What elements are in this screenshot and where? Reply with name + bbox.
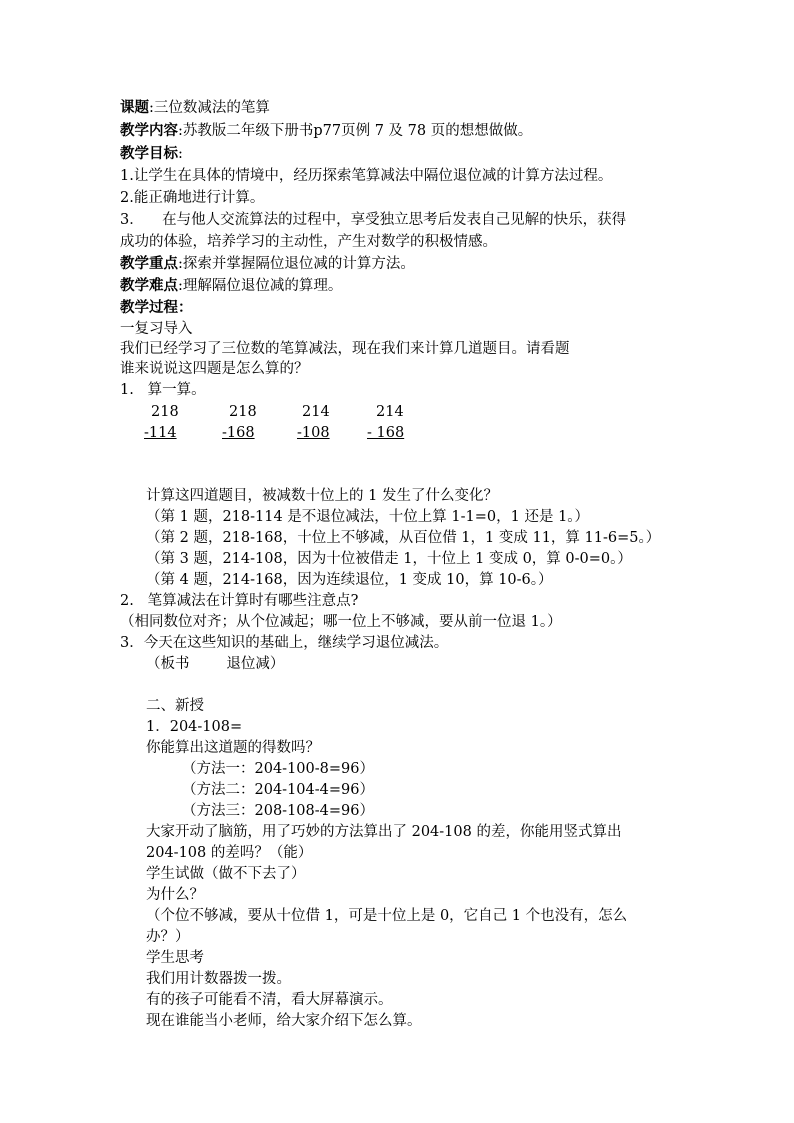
review-heading: 一复习导入 [120, 321, 193, 337]
problem-1-bottom: -114 [144, 425, 177, 441]
new-problem-1: 1．204-108= [146, 719, 243, 735]
difficulty-line [120, 276, 342, 296]
objective-1: 1.让学生在具体的情境中，经历探索笔算减法中隔位退位减的计算方法过程。 [120, 168, 613, 184]
step-2: 2. 笔算减法在计算时有哪些注意点? [120, 593, 359, 609]
step-3: 3．今天在这些知识的基础上，继续学习退位减法。 [120, 635, 449, 651]
problem-2-top: 218 [229, 404, 257, 420]
lesson-content-line [120, 121, 532, 141]
objective-3b: 成功的体验，培养学习的主动性，产生对数学的积极情感。 [120, 234, 497, 250]
teacher-line: 现在谁能当小老师，给大家介绍下怎么算。 [146, 1013, 422, 1029]
review-intro-1: 我们已经学习了三位数的笔算减法，现在我们来计算几道题目。请看题 [120, 341, 570, 357]
step-1: 1. 算一算。 [120, 382, 206, 398]
key-value: :探索并掌握隔位退位减的计算方法。 [178, 256, 415, 272]
title-value: :三位数减法的笔算 [149, 100, 270, 116]
content-label: 教学内容 [120, 122, 178, 139]
answer-2: （第 2 题，218-168，十位上不够减，从百位借 1，1 变成 11，算 11-6=5。） [146, 530, 661, 546]
problem-2-bottom: -168 [222, 425, 255, 441]
method-3: （方法三：208-108-4=96） [182, 803, 374, 819]
objectives-label: 教学目标 [120, 145, 178, 162]
problem-3-top: 214 [302, 404, 330, 420]
why-answer-b: 办？） [146, 929, 190, 945]
step-2-answer: （相同数位对齐；从个位减起；哪一位上不够减，要从前一位退 1。） [120, 614, 562, 630]
review-intro-2: 谁来说说这四题是怎么算的？ [120, 361, 309, 377]
objectives-colon: : [178, 146, 183, 162]
lesson-title-line [120, 98, 270, 118]
method-2: （方法二：204-104-4=96） [182, 782, 374, 798]
difficulty-value: :理解隔位退位减的算理。 [178, 278, 343, 294]
answer-3: （第 3 题，214-108，因为十位被借走 1，十位上 1 变成 0，算 0-0=0。） [146, 551, 632, 567]
objective-3a: 3． 在与他人交流算法的过程中，享受独立思考后发表自己见解的快乐，获得 [120, 212, 627, 228]
objective-2: 2.能正确地进行计算。 [120, 190, 265, 206]
counter-line: 我们用计数器拨一拨。 [146, 971, 291, 987]
new-lesson-heading: 二、新授 [146, 698, 204, 714]
process-heading: 教学过程： [120, 299, 193, 316]
key-point-line [120, 254, 415, 274]
title-label: 课题 [120, 99, 149, 116]
try-line: 学生试做（做不下去了） [146, 866, 306, 882]
why-answer-a: （个位不够减，要从十位借 1，可是十位上是 0，它自己 1 个也没有，怎么 [146, 908, 628, 924]
paragraph-1b: 204-108 的差吗？（能） [146, 845, 313, 861]
answer-1: （第 1 题，218-114 是不退位减法，十位上算 1-1=0，1 还是 1。） [146, 509, 590, 525]
difficulty-label: 教学难点 [120, 277, 178, 294]
problem-4-top: 214 [376, 404, 404, 420]
content-value: :苏教版二年级下册书p77页例 7 及 78 页的想想做做。 [178, 123, 533, 139]
key-label: 教学重点 [120, 255, 178, 272]
objectives-heading [120, 144, 183, 164]
paragraph-1a: 大家开动了脑筋，用了巧妙的方法算出了 204-108 的差，你能用竖式算出 [146, 824, 622, 840]
think-line: 学生思考 [146, 950, 204, 966]
screen-line: 有的孩子可能看不清，看大屏幕演示。 [146, 992, 393, 1008]
problem-3-bottom: -108 [297, 425, 330, 441]
why-line: 为什么？ [146, 887, 204, 903]
problem-1-top: 218 [151, 404, 179, 420]
method-1: （方法一：204-100-8=96） [182, 761, 374, 777]
question-change: 计算这四道题目，被减数十位上的 1 发生了什么变化？ [146, 488, 498, 504]
board-note: （板书 退位减） [146, 656, 285, 672]
answer-4: （第 4 题，214-168，因为连续退位，1 变成 10，算 10-6。） [146, 572, 553, 588]
problem-4-bottom: - 168 [367, 425, 405, 441]
new-question: 你能算出这道题的得数吗？ [146, 740, 320, 756]
